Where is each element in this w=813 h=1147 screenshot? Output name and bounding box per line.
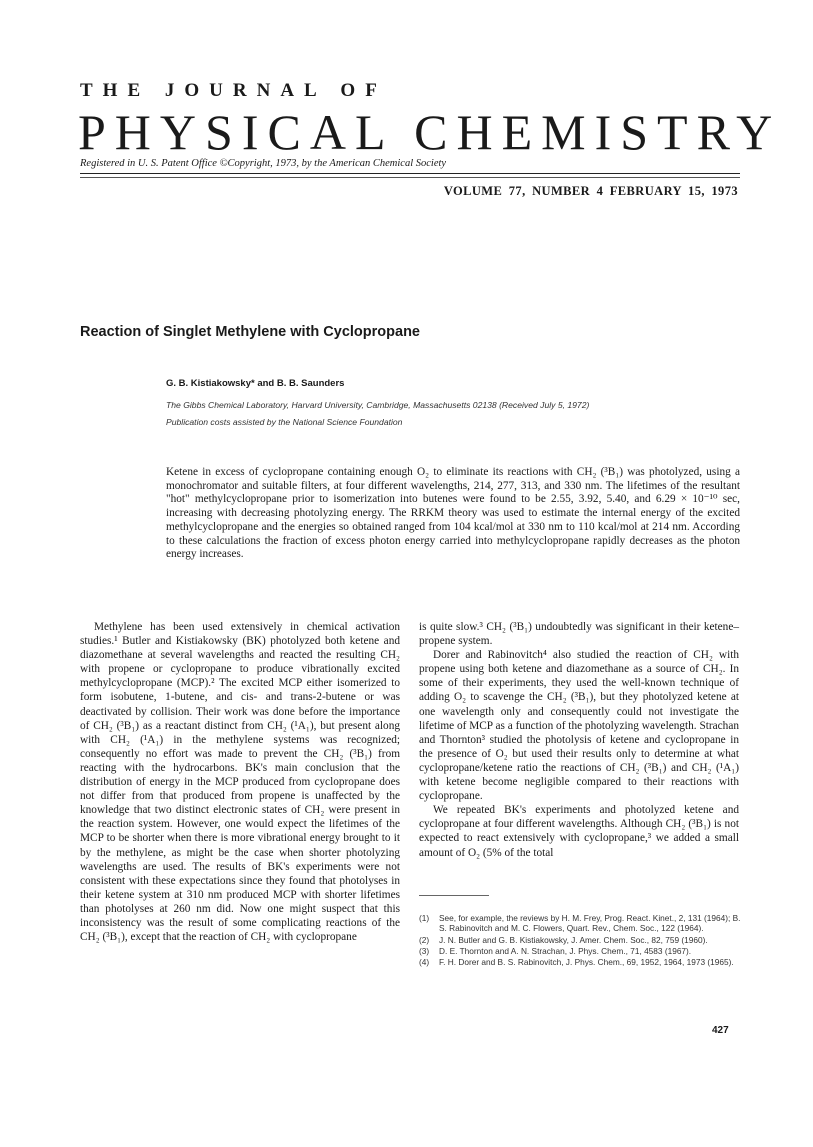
- article-affiliation: The Gibbs Chemical Laboratory, Harvard University, Cambridge, Massachusetts 02138 (Received July 5, 1972): [166, 400, 590, 410]
- volume-issue-line: VOLUME 77, NUMBER 4 FEBRUARY 15, 1973: [443, 184, 738, 198]
- body-paragraph: Dorer and Rabinovitch⁴ also studied the reaction of CH₂ with propene using both ketene and diazomethane as a source of CH₂. In some of their experiments, they used the well-known technique of adding O₂ to scavenge the CH₂ (³B₁), but they photolyzed ketene at one wavelength only and consequently could not investigate the lifetime of MCP as a function of the photolyzing wavelength. Strachan and Thornton³ studied the photolysis of ketene and cyclopropane in the presence of O₂ but used their results only to determine at what cyclopropane/ketene ratio the reactions of CH₂ (³B₁) and CH₂ (¹A₁) with ketene become negligible compared to their reactions with cyclopropane.: [419, 649, 739, 803]
- footnote-number: (2): [419, 934, 430, 945]
- abstract: Ketene in excess of cyclopropane containing enough O₂ to eliminate its reactions with CH₂ (³B₁) was photolyzed, using a monochromator and suitable filters, at four different wavelengths, 214, 277, 313, and 330 nm. The lifetimes of the resultant "hot" methylcyclopropane prior to isomerization into butenes were found to be 2.55, 3.92, 5.40, and 6.29 × 10⁻¹⁰ sec, increasing with decreasing photolyzing energy. The RRKM theory was used to estimate the internal energy of the excited methylcyclopropane and the energies so obtained ranged from 104 kcal/mol at 330 nm to 110 kcal/mol at 214 nm. According to these calculations the fraction of excess photon energy carried into methylcyclopropane rapidly decreases as the photon energy increases.: [166, 466, 740, 561]
- journal-title: PHYSICAL CHEMISTRY: [78, 104, 782, 160]
- header-rule-thick: [80, 173, 740, 174]
- footnotes: [419, 913, 741, 968]
- footnote-number: (3): [419, 945, 430, 956]
- footnote: [419, 957, 741, 967]
- footnote-text: D. E. Thornton and A. N. Strachan, J. Phys. Chem., 71, 4583 (1967).: [439, 945, 692, 956]
- body-paragraph: Methylene has been used extensively in chemical activation studies.¹ Butler and Kistiakowsky (BK) photolyzed both ketene and diazomethane at several wavelengths and reacted the resulting CH₂ with propene or cyclopropane to produce vibrationally excited methylcyclopropane (MCP).² The excited MCP either isomerized to form isobutene, 1-butene, and cis- and trans-2-butene or was deactivated by collision. Their work was done before the importance of CH₂ (³B₁) as a reactant distinct from CH₂ (¹A₁), but present along with CH₂ (¹A₁) in the methylene systems was recognized; consequently no effort was made to prevent the CH₂ (³B₁) from reacting with the hydrocarbons. BK's main conclusion that the distribution of energy in the MCP produced from cyclopropane does not differ from that produced from propene is unaffected by the knowledge that two distinct electronic states of CH₂ were present in the reaction system. However, one would expect the lifetimes of the MCP to be shorter when there is more vibrational energy brought to it by the methylene, as might be the case when shorter photolyzing wavelengths are used. The results of BK's experiments were not consistent with these expectations since they found that photolyses in their ketene system at 310 nm produced MCP with shorter lifetimes than photolyses at 260 nm did. Now one might suspect that this inconsistency was the result of some complicating reactions of the CH₂ (³B₁), except that the reaction of CH₂ with cyclopropane: [80, 621, 400, 944]
- journal-header-line1: THE JOURNAL OF: [80, 80, 387, 101]
- footnote-text: F. H. Dorer and B. S. Rabinovitch, J. Phys. Chem., 69, 1952, 1964, 1973 (1965).: [439, 957, 734, 968]
- publication-costs-note: Publication costs assisted by the National Science Foundation: [166, 417, 403, 427]
- footnote: [419, 935, 741, 945]
- body-column-left: [80, 620, 400, 944]
- footnote-number: (1): [419, 913, 430, 923]
- article-title: Reaction of Singlet Methylene with Cyclopropane: [80, 324, 420, 340]
- body-column-right: [419, 620, 739, 860]
- header-rule-thin: [80, 177, 740, 178]
- article-authors: G. B. Kistiakowsky* and B. B. Saunders: [166, 378, 345, 389]
- footnote: [419, 913, 741, 934]
- body-paragraph: is quite slow.³ CH₂ (³B₁) undoubtedly was significant in their ketene–propene system.: [419, 621, 739, 648]
- registration-line: Registered in U. S. Patent Office ©Copyright, 1973, by the American Chemical Society: [80, 158, 447, 169]
- footnote-number: (4): [419, 957, 430, 968]
- footnote: [419, 946, 741, 956]
- footnote-text: J. N. Butler and G. B. Kistiakowsky, J. Amer. Chem. Soc., 82, 759 (1960).: [439, 934, 708, 945]
- body-paragraph: We repeated BK's experiments and photolyzed ketene and cyclopropane at four different wavelengths. Although CH₂ (³B₁) is not expected to react extensively with cyclopropane,³ we added a small amount of O₂ (5% of the total: [419, 804, 739, 859]
- page-number: 427: [712, 1025, 729, 1036]
- footnote-text: See, for example, the reviews by H. M. Frey, Prog. React. Kinet., 2, 131 (1964); B. S. Rabinovitch and M. C. Flowers, Quart. Rev., Chem. Soc., 122 (1964).: [439, 913, 741, 934]
- footnote-rule: [419, 895, 489, 896]
